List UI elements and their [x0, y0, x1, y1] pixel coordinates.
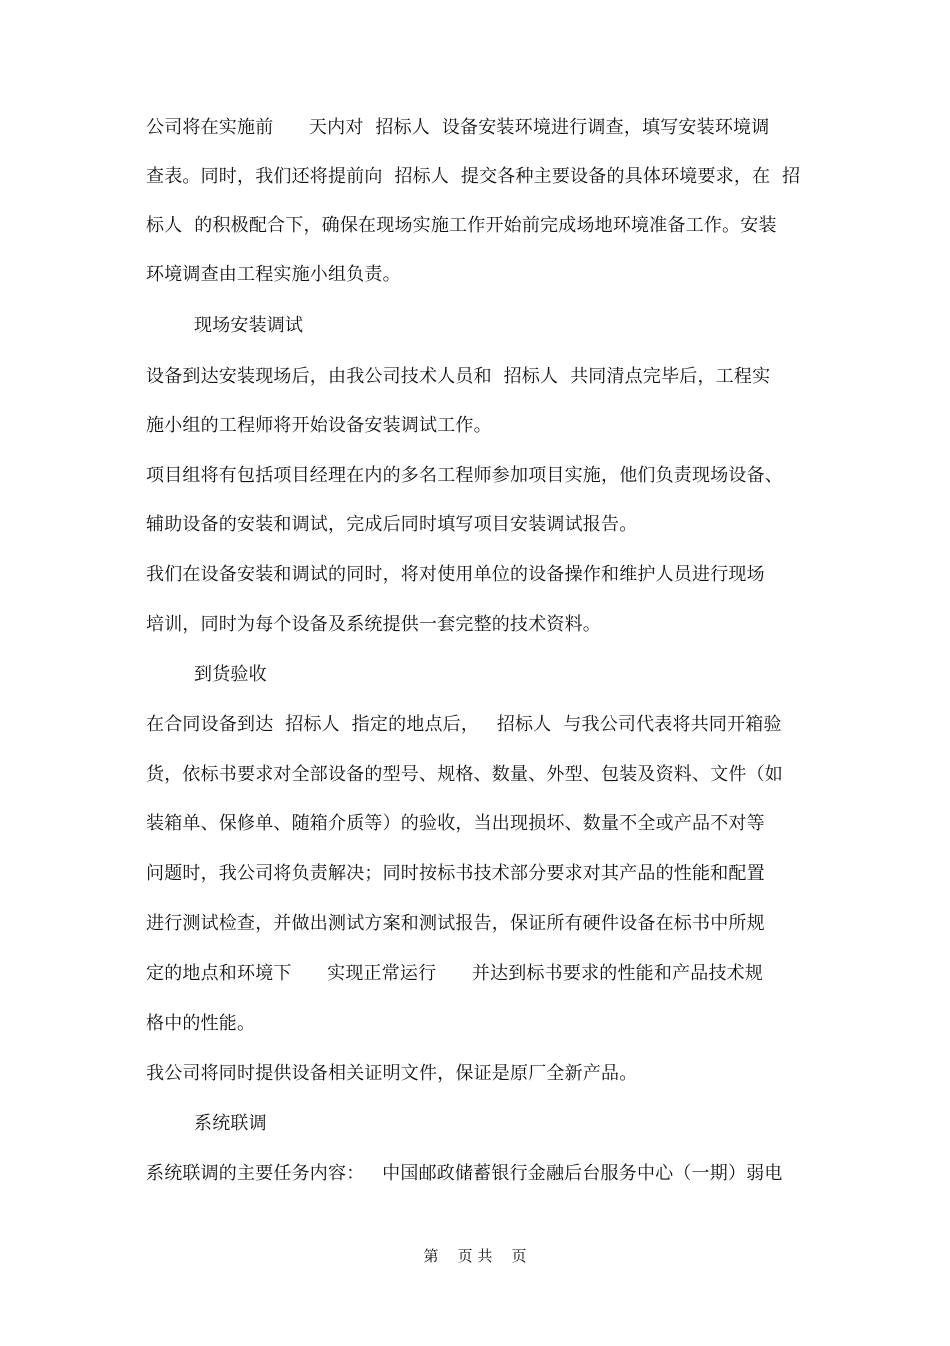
body-line-18: 定的地点和环境下 实现正常运行 并达到标书要求的性能和产品技术规	[146, 963, 764, 984]
body-line-10: 我们在设备安装和调试的同时，将对使用单位的设备操作和维护人员进行现场	[146, 564, 765, 585]
body-line-20: 我公司将同时提供设备相关证明文件，保证是原厂全新产品。	[146, 1063, 638, 1084]
body-line-7: 施小组的工程师将开始设备安装调试工作。	[146, 415, 492, 436]
body-line-22: 系统联调的主要任务内容： 中国邮政储蓄银行金融后台服务中心（一期）弱电	[146, 1163, 783, 1184]
body-line-8: 项目组将有包括项目经理在内的多名工程师参加项目实施，他们负责现场设备、	[146, 465, 783, 486]
section-heading-system-integration: 系统联调	[194, 1113, 267, 1134]
body-line-19: 格中的性能。	[146, 1013, 256, 1034]
body-line-15: 装箱单、保修单、随箱介质等）的验收，当出现损坏、数量不全或产品不对等	[146, 813, 765, 834]
body-line-2: 查表。同时，我们还将提前向 招标人 提交各种主要设备的具体环境要求，在 招	[146, 166, 801, 187]
body-line-11: 培训，同时为每个设备及系统提供一套完整的技术资料。	[146, 614, 601, 635]
page-footer: 第 页 共 页	[423, 1247, 527, 1265]
body-line-6: 设备到达安装现场后，由我公司技术人员和 招标人 共同清点完毕后，工程实	[146, 366, 771, 387]
section-heading-delivery-acceptance: 到货验收	[194, 664, 267, 685]
body-line-16: 问题时，我公司将负责解决；同时按标书技术部分要求对其产品的性能和配置	[146, 863, 765, 884]
body-line-9: 辅助设备的安装和调试，完成后同时填写项目安装调试报告。	[146, 514, 638, 535]
body-line-1: 公司将在实施前 天内对 招标人 设备安装环境进行调查，填写安装环境调	[146, 117, 770, 138]
body-line-13: 在合同设备到达 招标人 指定的地点后， 招标人 与我公司代表将共同开箱验	[146, 714, 782, 735]
body-line-14: 货，依标书要求对全部设备的型号、规格、数量、外型、包装及资料、文件（如	[146, 764, 783, 785]
body-line-17: 进行测试检查，并做出测试方案和测试报告，保证所有硬件设备在标书中所规	[146, 913, 765, 934]
body-line-4: 环境调查由工程实施小组负责。	[146, 264, 401, 285]
section-heading-onsite-installation: 现场安装调试	[194, 315, 304, 336]
body-line-3: 标人 的积极配合下，确保在现场实施工作开始前完成场地环境准备工作。安装	[146, 215, 777, 236]
